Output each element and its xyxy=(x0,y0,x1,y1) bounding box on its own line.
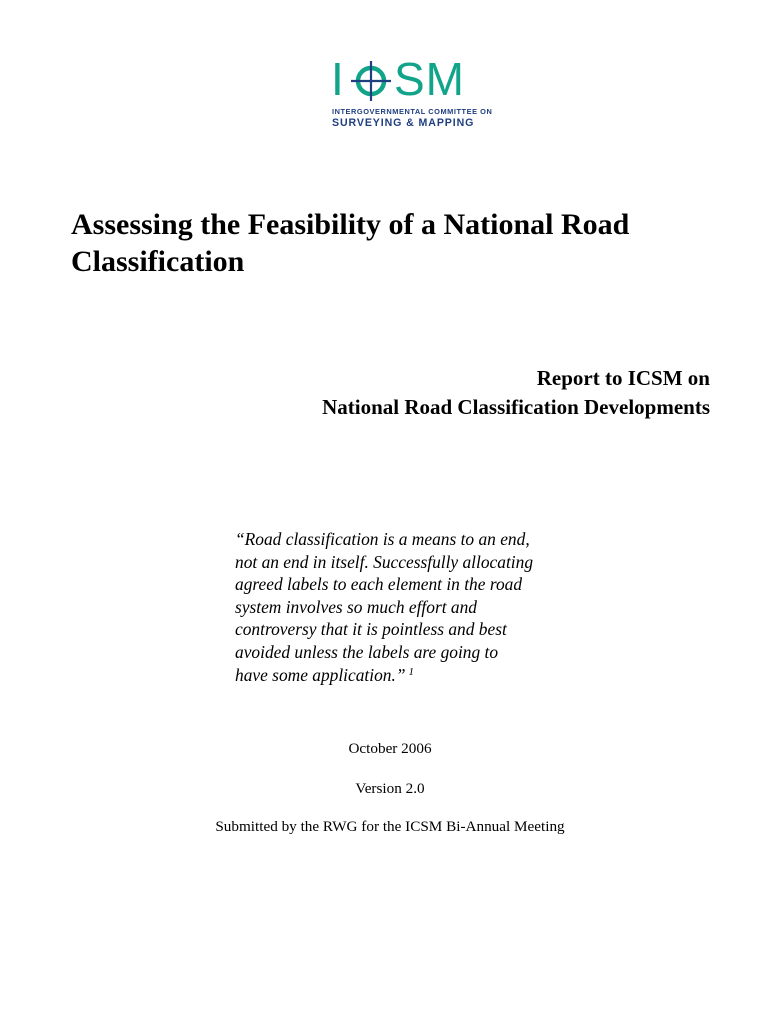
footnote-marker: 1 xyxy=(408,665,415,678)
logo-letters-sm: SM xyxy=(394,53,465,105)
quote-line: “Road classification is a means to an end, xyxy=(235,529,530,549)
crosshair-icon xyxy=(350,60,392,102)
report-subtitle xyxy=(322,364,710,422)
quote-line: not an end in itself. Successfully allocating xyxy=(235,551,534,572)
epigraph-quote xyxy=(235,528,635,686)
quote-line: controversy that it is pointless and best xyxy=(235,619,507,640)
quote-line: avoided unless the labels are going to xyxy=(235,641,499,662)
submission-note: Submitted by the RWG for the ICSM Bi-Annual Meeting xyxy=(215,818,565,835)
document-date: October 2006 xyxy=(348,740,432,757)
document-version: Version 2.0 xyxy=(355,780,425,797)
icsm-logo xyxy=(330,53,493,138)
logo-mark xyxy=(330,53,480,105)
quote-last-line xyxy=(235,664,635,687)
subtitle-line2: National Road Classification Developments xyxy=(322,395,710,419)
logo-letter-i: I xyxy=(331,53,345,105)
subtitle-line1: Report to ICSM on xyxy=(536,366,710,390)
quote-line: system involves so much effort and xyxy=(235,596,477,617)
quote-line: have some application.” xyxy=(235,664,406,685)
logo-org-line2: SURVEYING & MAPPING xyxy=(332,117,475,129)
logo-org-line1: INTERGOVERNMENTAL COMMITTEE ON xyxy=(332,107,493,116)
document-title: Assessing the Feasibility of a National Road Classification xyxy=(71,208,630,278)
quote-line: agreed labels to each element in the road xyxy=(235,574,523,595)
